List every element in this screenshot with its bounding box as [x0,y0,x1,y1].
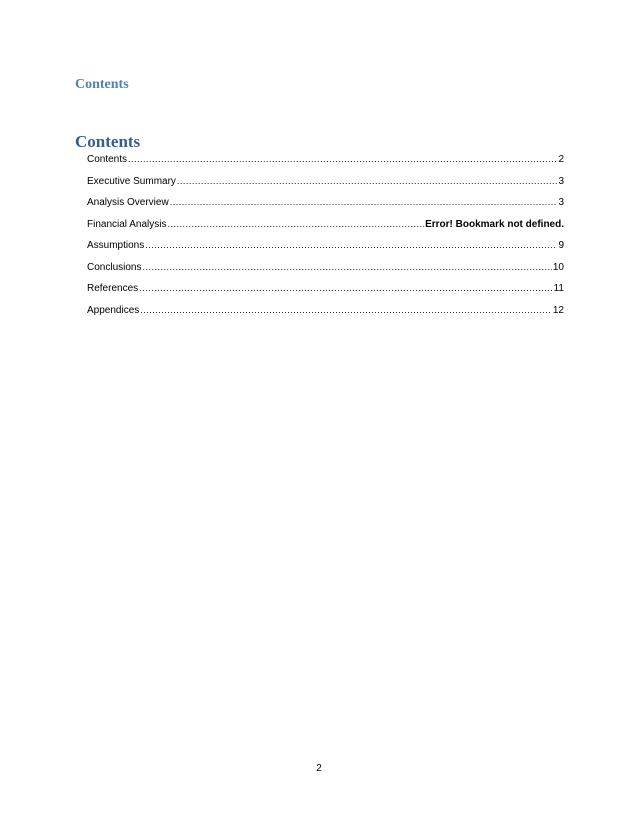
toc-entry-financial-analysis[interactable] [87,217,564,239]
toc-entry-references[interactable] [87,281,564,303]
toc-dot-leader [145,238,557,252]
toc-dot-leader [140,303,552,317]
toc-dot-leader [142,260,551,274]
toc-entry-page: 2 [558,154,564,165]
toc-dot-leader [170,195,558,209]
toc-entry-label: Financial Analysis [87,218,167,230]
table-of-contents [87,152,564,324]
toc-entry-label: Appendices [87,304,140,316]
contents-heading-small: Contents [75,77,129,92]
toc-entry-contents[interactable] [87,152,564,174]
toc-dot-leader [139,281,552,295]
toc-entry-assumptions[interactable] [87,238,564,260]
toc-entry-conclusions[interactable] [87,260,564,282]
toc-entry-label: Conclusions [87,261,142,273]
toc-entry-page-error: Error! Bookmark not defined. [425,218,564,230]
toc-entry-page: 10 [552,261,564,273]
toc-entry-executive-summary[interactable] [87,174,564,196]
toc-dot-leader [128,152,557,166]
toc-entry-label: Executive Summary [87,175,176,187]
page-number: 2 [316,763,322,774]
toc-entry-appendices[interactable] [87,303,564,325]
toc-entry-page: 3 [558,197,564,208]
toc-entry-analysis-overview[interactable] [87,195,564,217]
toc-dot-leader [167,217,424,231]
toc-entry-label: Analysis Overview [87,197,169,208]
toc-entry-page: 12 [552,304,564,316]
toc-entry-page: 9 [558,240,564,251]
toc-entry-page: 3 [558,175,564,187]
toc-entry-label: Assumptions [87,240,145,251]
contents-heading-large: Contents [75,132,141,151]
toc-entry-label: References [87,283,139,294]
toc-entry-page: 11 [553,283,564,294]
toc-dot-leader [177,174,558,188]
toc-entry-label: Contents [87,154,128,165]
